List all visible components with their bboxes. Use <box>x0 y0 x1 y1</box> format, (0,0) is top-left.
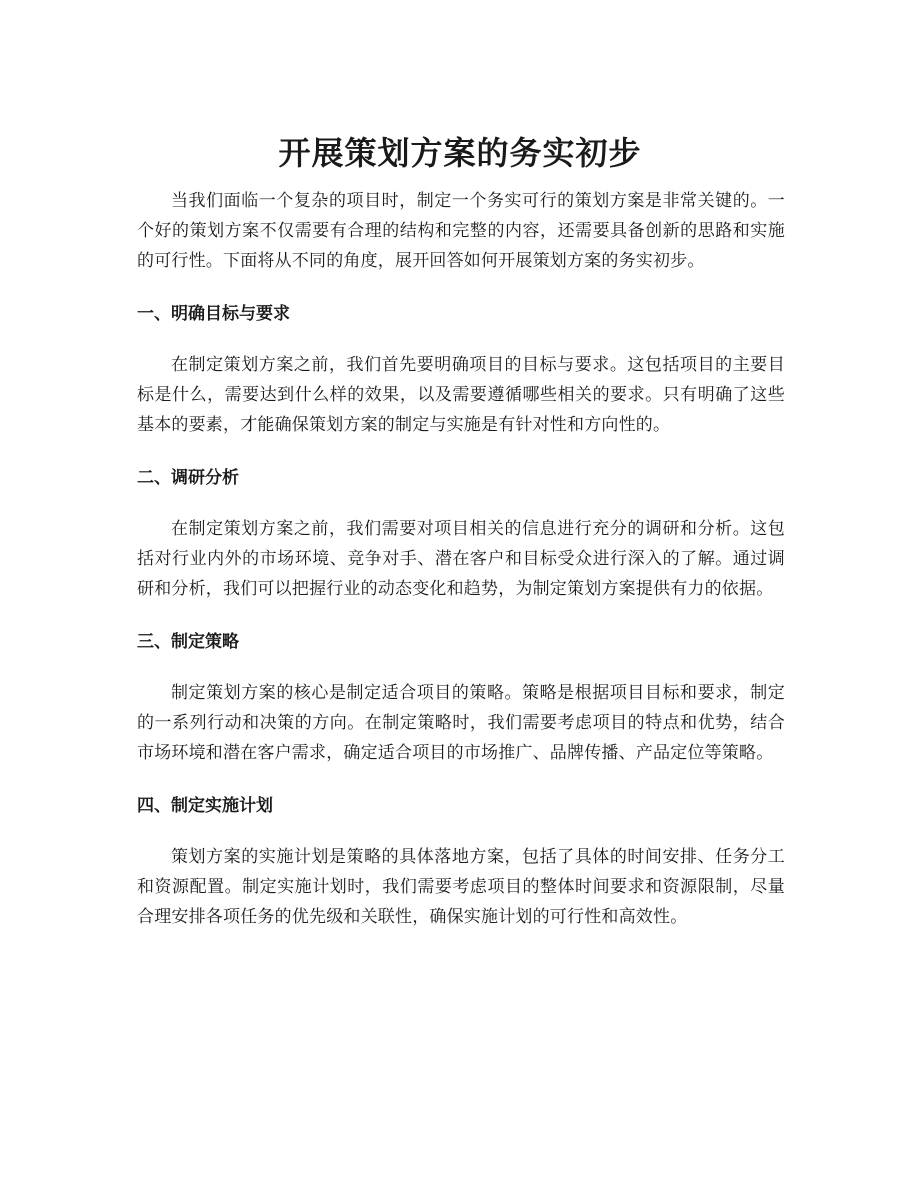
document-body <box>137 186 785 932</box>
document-title: 开展策划方案的务实初步 <box>278 134 642 173</box>
section-paragraph-1: 在制定策划方案之前，我们首先要明确项目的目标与要求。这包括项目的主要目标是什么，需要达到什么样的效果，以及需要遵循哪些相关的要求。只有明确了这些基本的要素，才能确保策划方案的制定与实施是有针对性和方向性的。 <box>137 355 785 435</box>
section-heading-2: 二、调研分析 <box>137 468 239 488</box>
section-heading-4: 四、制定实施计划 <box>137 796 273 816</box>
intro-paragraph: 当我们面临一个复杂的项目时，制定一个务实可行的策划方案是非常关键的。一个好的策划方案不仅需要有合理的结构和完整的内容，还需要具备创新的思路和实施的可行性。下面将从不同的角度，展开回答如何开展策划方案的务实初步。 <box>137 191 785 271</box>
section-heading-1: 一、明确目标与要求 <box>137 304 290 324</box>
section-heading-3: 三、制定策略 <box>137 632 239 652</box>
section-paragraph-2: 在制定策划方案之前，我们需要对项目相关的信息进行充分的调研和分析。这包括对行业内外的市场环境、竞争对手、潜在客户和目标受众进行深入的了解。通过调研和分析，我们可以把握行业的动态变化和趋势，为制定策划方案提供有力的依据。 <box>137 519 785 599</box>
section-paragraph-3: 制定策划方案的核心是制定适合项目的策略。策略是根据项目目标和要求，制定的一系列行动和决策的方向。在制定策略时，我们需要考虑项目的特点和优势，结合市场环境和潜在客户需求，确定适合项目的市场推广、品牌传播、产品定位等策略。 <box>137 683 785 763</box>
section-paragraph-4: 策划方案的实施计划是策略的具体落地方案，包括了具体的时间安排、任务分工和资源配置。制定实施计划时，我们需要考虑项目的整体时间要求和资源限制，尽量合理安排各项任务的优先级和关联性，确保实施计划的可行性和高效性。 <box>137 847 785 927</box>
